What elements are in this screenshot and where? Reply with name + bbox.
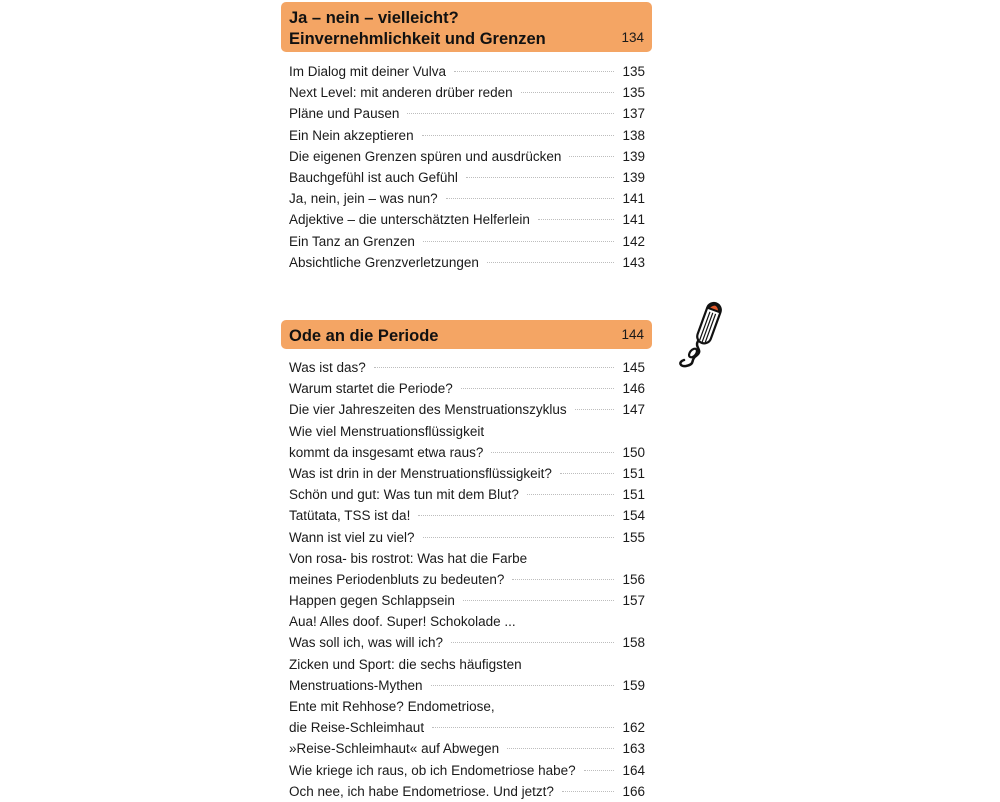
- toc-entry-page-number: 164: [622, 762, 645, 778]
- toc-entry-page-number: 151: [622, 487, 645, 503]
- chapter-page-number: 144: [621, 327, 644, 342]
- toc-entry-page-number: 162: [622, 720, 645, 736]
- toc-entry[interactable]: [289, 738, 645, 759]
- dot-leader: [418, 515, 614, 516]
- toc-entry-page-number: 147: [622, 402, 645, 418]
- toc-entry[interactable]: [289, 484, 645, 505]
- toc-entry[interactable]: [289, 717, 645, 738]
- toc-entry-title: Menstruations-Mythen: [289, 677, 423, 693]
- dot-leader: [491, 452, 614, 453]
- toc-list-period: [289, 357, 645, 802]
- toc-entry-title: meines Periodenbluts zu bedeuten?: [289, 571, 505, 587]
- toc-entry-page-number: 135: [622, 85, 645, 101]
- toc-entry[interactable]: [289, 548, 645, 569]
- toc-entry-page-number: 146: [622, 381, 645, 397]
- toc-entry[interactable]: [289, 654, 645, 675]
- toc-entry-page-number: 137: [622, 106, 645, 122]
- toc-entry-title: Ente mit Rehhose? Endometriose,: [289, 699, 495, 714]
- toc-entry-title: Was soll ich, was will ich?: [289, 635, 444, 651]
- toc-entry-title: Was ist drin in der Menstruationsflüssigkeit?: [289, 465, 552, 481]
- dot-leader: [487, 262, 615, 263]
- toc-entry[interactable]: [289, 209, 645, 230]
- dot-leader: [562, 791, 615, 792]
- dot-leader: [461, 388, 615, 389]
- toc-entry[interactable]: [289, 569, 645, 590]
- chapter-heading-consent[interactable]: [281, 2, 652, 52]
- toc-entry-title: kommt da insgesamt etwa raus?: [289, 444, 484, 460]
- dot-leader: [374, 367, 615, 368]
- toc-entry-page-number: 139: [622, 169, 645, 185]
- chapter-title-line: Einvernehmlichkeit und Grenzen: [289, 30, 546, 48]
- toc-entry[interactable]: [289, 252, 645, 273]
- toc-entry[interactable]: [289, 590, 645, 611]
- dot-leader: [446, 198, 615, 199]
- dot-leader: [521, 92, 615, 93]
- dot-leader: [423, 241, 615, 242]
- toc-entry[interactable]: [289, 781, 645, 802]
- toc-entry-title: Wie viel Menstruationsflüssigkeit: [289, 423, 485, 439]
- dot-leader: [560, 473, 615, 474]
- dot-leader: [538, 219, 615, 220]
- toc-entry[interactable]: [289, 421, 645, 442]
- dot-leader: [407, 113, 614, 114]
- toc-entry-page-number: 159: [622, 677, 645, 693]
- chapter-page-number: 134: [621, 30, 644, 45]
- toc-entry-page-number: 157: [622, 593, 645, 609]
- toc-entry-title: Pläne und Pausen: [289, 106, 400, 122]
- toc-entry-page-number: 142: [622, 233, 645, 249]
- toc-entry-title: Die eigenen Grenzen spüren und ausdrücken: [289, 148, 562, 164]
- tampon-icon: [672, 296, 724, 372]
- toc-entry[interactable]: [289, 505, 645, 526]
- toc-entry[interactable]: [289, 231, 645, 252]
- toc-entry-page-number: 154: [622, 508, 645, 524]
- toc-entry[interactable]: [289, 146, 645, 167]
- toc-entry[interactable]: [289, 760, 645, 781]
- toc-entry-title: Von rosa- bis rostrot: Was hat die Farbe: [289, 550, 528, 566]
- toc-entry[interactable]: [289, 442, 645, 463]
- dot-leader: [512, 579, 614, 580]
- toc-entry-page-number: 155: [622, 529, 645, 545]
- toc-entry-title: Ja, nein, jein – was nun?: [289, 191, 438, 207]
- dot-leader: [422, 135, 615, 136]
- toc-list-consent: [289, 61, 645, 273]
- toc-entry-page-number: 151: [622, 465, 645, 481]
- toc-entry[interactable]: [289, 167, 645, 188]
- toc-entry[interactable]: [289, 82, 645, 103]
- toc-entry-title: Happen gegen Schlappsein: [289, 593, 455, 609]
- toc-entry-page-number: 163: [622, 741, 645, 757]
- toc-entry[interactable]: [289, 61, 645, 82]
- toc-entry-title: Ein Nein akzeptieren: [289, 127, 414, 143]
- toc-entry-page-number: 156: [622, 571, 645, 587]
- toc-entry-title: Aua! Alles doof. Super! Schokolade ...: [289, 614, 516, 630]
- dot-leader: [569, 156, 614, 157]
- toc-entry-page-number: 143: [622, 254, 645, 270]
- dot-leader: [451, 642, 614, 643]
- toc-entry[interactable]: [289, 463, 645, 484]
- toc-entry[interactable]: [289, 675, 645, 696]
- toc-entry[interactable]: [289, 527, 645, 548]
- dot-leader: [454, 71, 614, 72]
- toc-entry-title: Wie kriege ich raus, ob ich Endometriose habe?: [289, 762, 576, 778]
- dot-leader: [507, 748, 614, 749]
- toc-entry-page-number: 138: [622, 127, 645, 143]
- toc-entry-title: Ein Tanz an Grenzen: [289, 233, 415, 249]
- toc-entry[interactable]: [289, 103, 645, 124]
- toc-entry-title: »Reise-Schleimhaut« auf Abwegen: [289, 741, 500, 757]
- dot-leader: [527, 494, 615, 495]
- toc-entry-page-number: 139: [622, 148, 645, 164]
- toc-entry-title: Tatütata, TSS ist da!: [289, 508, 411, 524]
- toc-entry-title: Next Level: mit anderen drüber reden: [289, 85, 513, 101]
- toc-entry-page-number: 135: [622, 64, 645, 79]
- dot-leader: [466, 177, 615, 178]
- toc-entry[interactable]: [289, 696, 645, 717]
- toc-entry[interactable]: [289, 188, 645, 209]
- dot-leader: [584, 770, 615, 771]
- toc-entry-title: Schön und gut: Was tun mit dem Blut?: [289, 487, 519, 503]
- toc-entry-title: Wann ist viel zu viel?: [289, 529, 415, 545]
- toc-entry[interactable]: [289, 399, 645, 420]
- toc-entry-title: Zicken und Sport: die sechs häufigsten: [289, 656, 522, 672]
- dot-leader: [575, 409, 615, 410]
- toc-entry-title: Absichtliche Grenzverletzungen: [289, 254, 479, 270]
- dot-leader: [463, 600, 615, 601]
- toc-entry-title: Bauchgefühl ist auch Gefühl: [289, 169, 458, 185]
- toc-entry[interactable]: [289, 611, 645, 632]
- toc-entry-page-number: 141: [622, 191, 645, 207]
- dot-leader: [432, 727, 614, 728]
- toc-entry-title: Och nee, ich habe Endometriose. Und jetzt?: [289, 783, 554, 799]
- dot-leader: [423, 537, 615, 538]
- chapter-title-line: Ode an die Periode: [289, 327, 439, 345]
- toc-entry-page-number: 145: [622, 360, 645, 375]
- toc-entry-title: Warum startet die Periode?: [289, 381, 453, 397]
- toc-entry-page-number: 158: [622, 635, 645, 651]
- dot-leader: [431, 685, 615, 686]
- toc-entry-page-number: 150: [622, 444, 645, 460]
- toc-entry-page-number: 141: [622, 212, 645, 228]
- chapter-title-line: Ja – nein – vielleicht?: [289, 9, 459, 27]
- chapter-heading-period[interactable]: [281, 320, 652, 349]
- toc-entry[interactable]: [289, 632, 645, 653]
- toc-entry-title: Adjektive – die unterschätzten Helferlein: [289, 212, 530, 228]
- toc-entry-page-number: 166: [622, 783, 645, 799]
- toc-entry-title: Im Dialog mit deiner Vulva: [289, 64, 447, 79]
- toc-entry-title: Was ist das?: [289, 360, 366, 375]
- toc-entry-title: die Reise-Schleimhaut: [289, 720, 425, 736]
- toc-entry[interactable]: [289, 125, 645, 146]
- toc-entry-title: Die vier Jahreszeiten des Menstruationszyklus: [289, 402, 567, 418]
- toc-entry[interactable]: [289, 357, 645, 378]
- toc-entry[interactable]: [289, 378, 645, 399]
